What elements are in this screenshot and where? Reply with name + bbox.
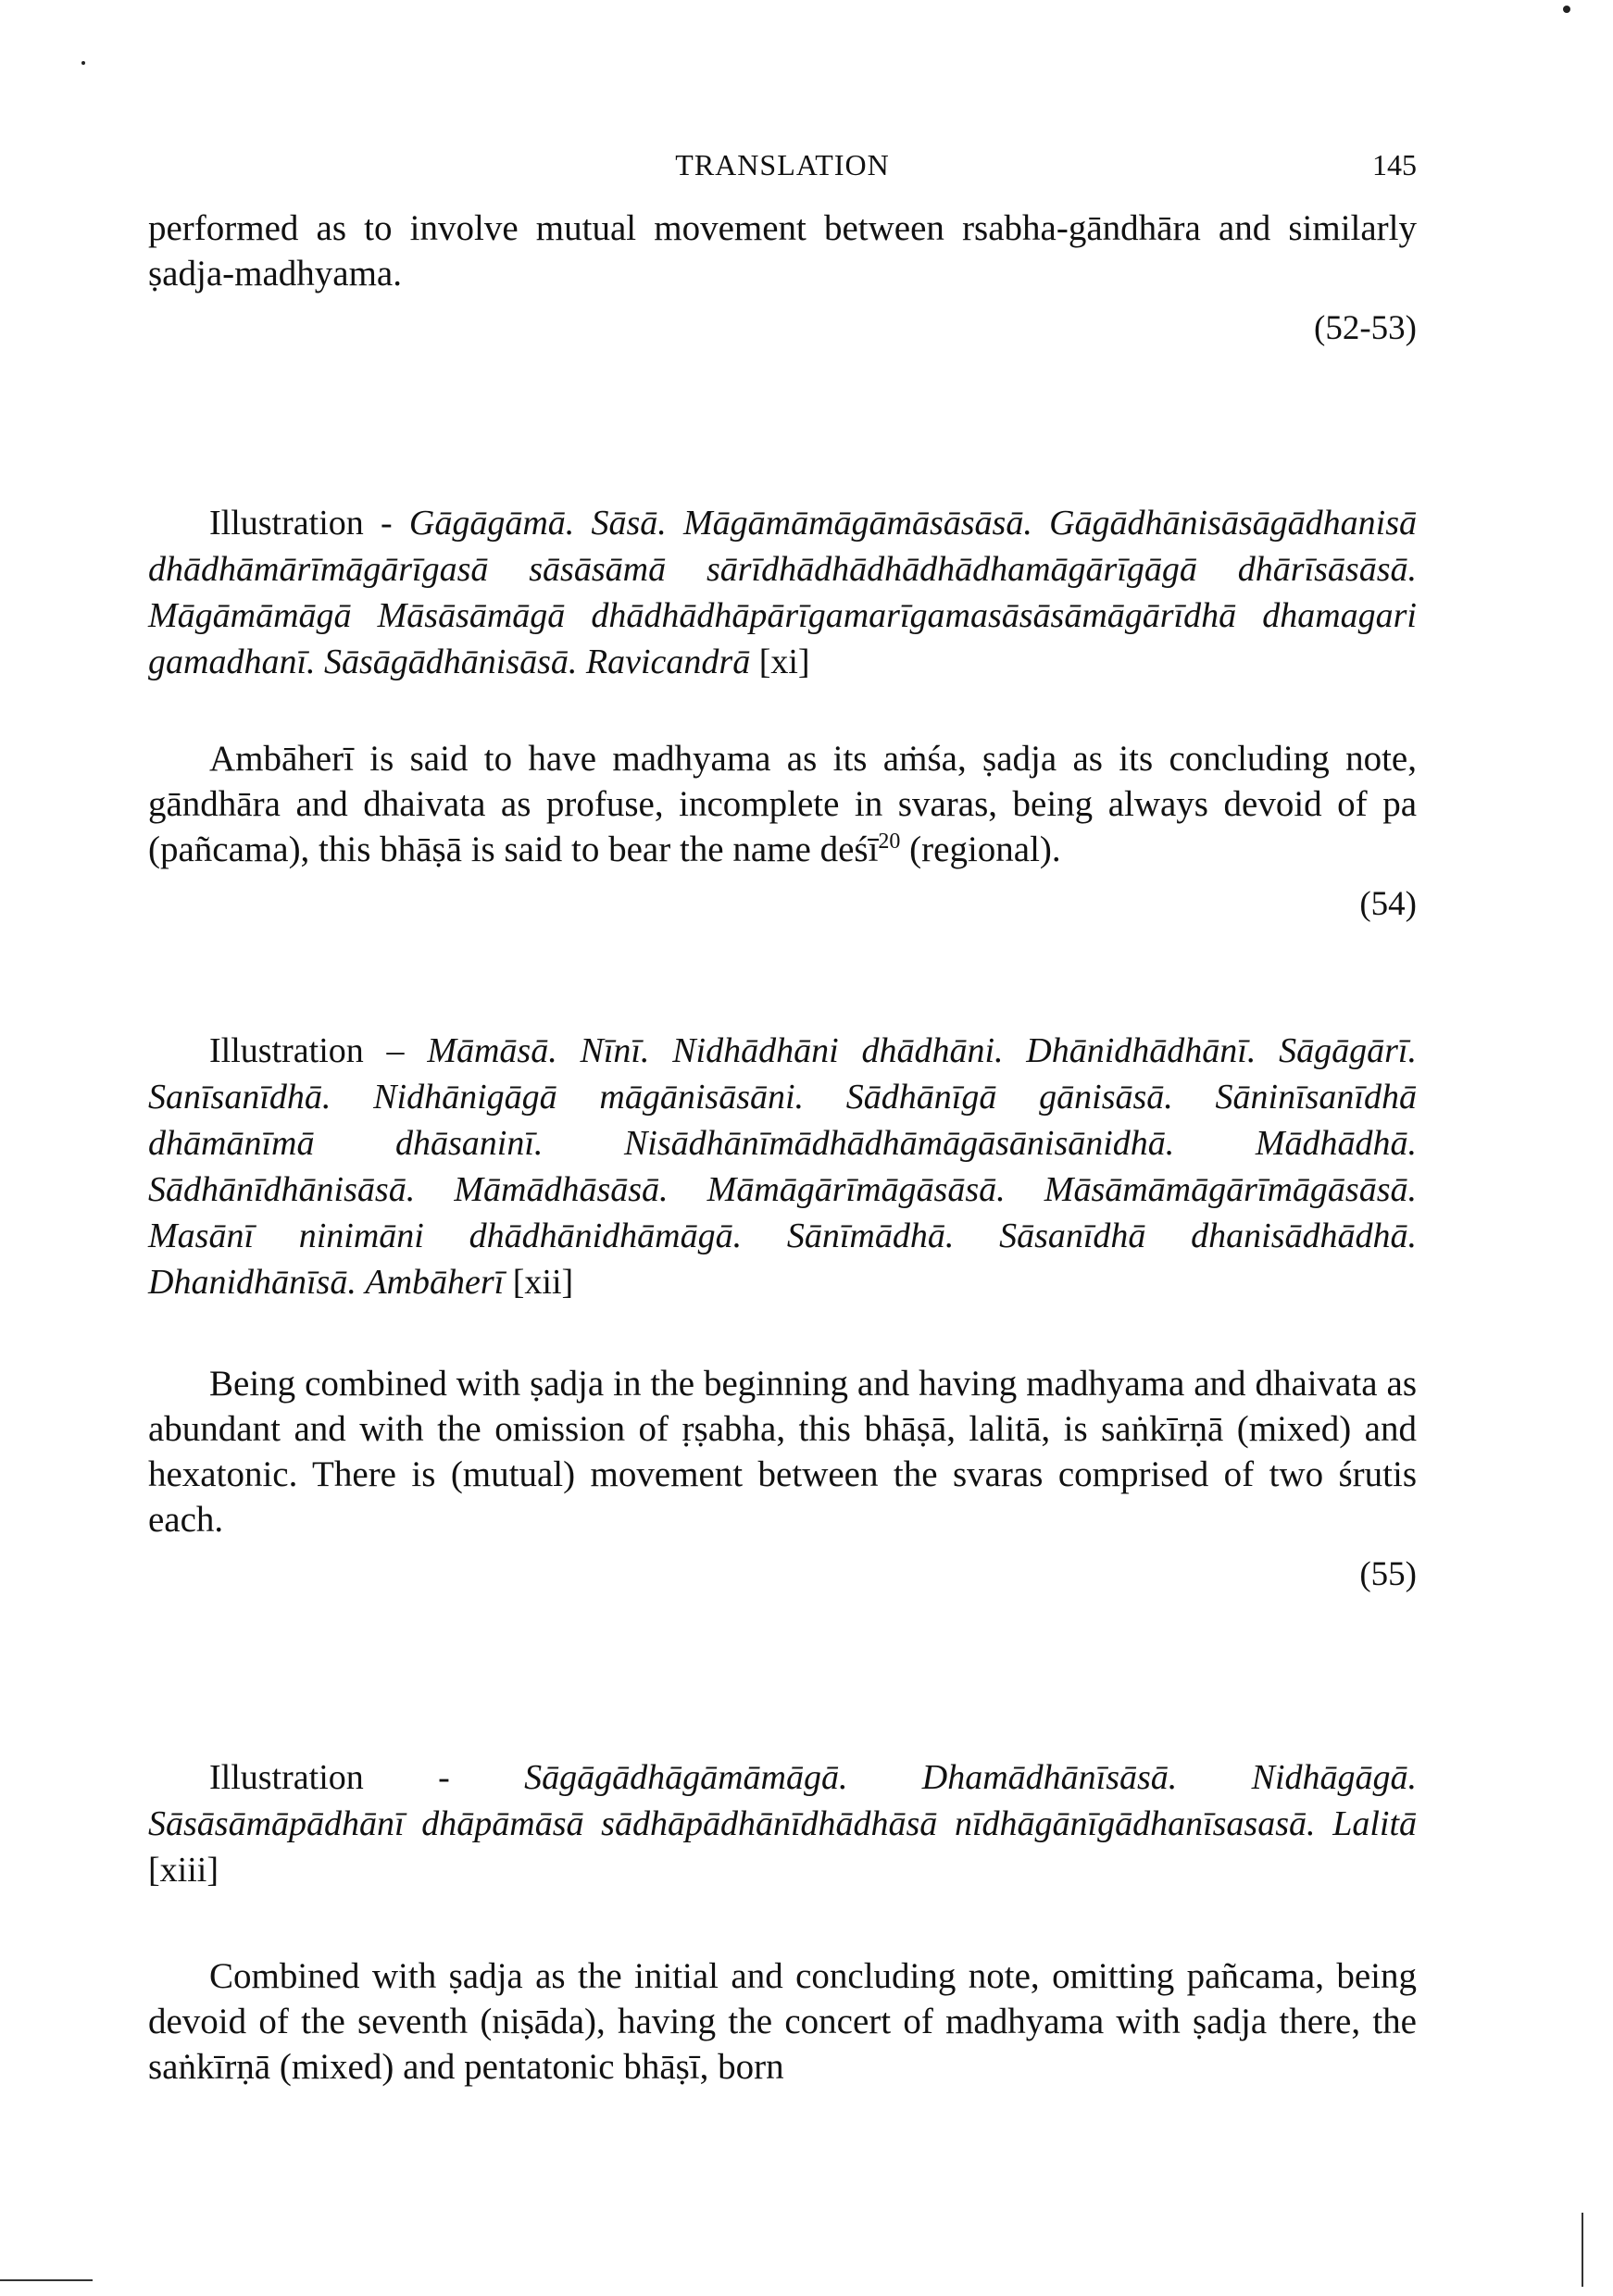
paragraph-55	[148, 1361, 1417, 1597]
illustration-notes: Māmāsā. Nīnī. Nidhādhāni dhādhāni. Dhānidhādhānī. Sāgāgārī. Sanīsanīdhā. Nidhānigāgā māgānisāsāni. Sādhānīgā gānisāsā. Sāninīsanīdhā dhāmānīmā dhāsaninī. Nisādhānīmādhādhāmāgāsānisānidhā. Mādhādhā. Sādhānīdhānisāsā. Māmādhāsāsā. Māmāgārīmāgāsāsā. Māsāmāmāgārīmāgāsāsā. Masānī ninimāni dhādhānidhāmāgā. Sānīmādhā. Sāsanīdhā dhanisādhādhā. Dhanidhānīsā.	[148, 1031, 1417, 1302]
illustration-source: Ambāherī	[365, 1263, 505, 1302]
illustration-xi	[148, 500, 1417, 685]
paragraph-text	[148, 736, 1417, 872]
paragraph-text: Being combined with ṣadja in the beginning and having madhyama and dhaivata as abundant and with the omission of ṛṣabha, this bhāṣā, lalitā, is saṅkīrṇā (mixed) and hexatonic. There is (mutual) movement between the svaras comprised of two śrutis each.	[148, 1364, 1417, 1540]
illustration-text	[148, 1028, 1417, 1305]
verse-reference: (54)	[1359, 885, 1417, 923]
illustration-notes: Sāgāgādhāgāmāmāgā. Dhamādhānīsāsā. Nidhāgāgā. Sāsāsāmāpādhānī dhāpāmāsā sādhāpādhānīdhādhāsā nīdhāgānīgādhanīsasasā.	[148, 1758, 1418, 1843]
illustration-number: [xi]	[758, 643, 810, 681]
scan-speck	[1563, 6, 1570, 13]
paragraph-text: performed as to involve mutual movement between rsabha-gāndhāra and similarly ṣadja-madhyama.	[148, 208, 1417, 293]
running-title: TRANSLATION	[675, 148, 890, 181]
paragraph-text: Combined with ṣadja as the initial and concluding note, omitting pañcama, being devoid of the seventh (niṣāda), having the concert of madhyama with ṣadja there, the saṅkīrṇā (mixed) and pentatonic bhāṣī, born	[148, 1956, 1417, 2087]
paragraph-tail: (regional).	[909, 830, 1061, 869]
scan-speck	[81, 61, 85, 65]
scan-edge-line	[0, 2279, 93, 2281]
illustration-number: [xii]	[512, 1263, 574, 1302]
illustration-text	[148, 1754, 1417, 1893]
illustration-source: Lalitā	[1332, 1804, 1418, 1843]
illustration-source: Ravicandrā	[585, 643, 751, 681]
page-number: 145	[1372, 148, 1417, 181]
illustration-number: [xiii]	[148, 1851, 219, 1890]
illustration-notes: Gāgāgāmā. Sāsā. Māgāmāmāgāmāsāsāsā. Gāgādhānisāsāgādhanisā dhādhāmārīmāgārīgasā sāsāsāmā sārīdhādhādhādhādhamāgārīgāgā dhārīsāsāsā. Māgāmāmāgā Māsāsāmāgā dhādhādhāpārīgamarīgamasāsāsāmāgārīdhā dhamagari gamadhanī. Sāsāgādhānisāsā.	[148, 504, 1417, 681]
illustration-label: Illustration -	[209, 504, 393, 543]
paragraph-56	[148, 1953, 1417, 2090]
footnote-marker: 20	[878, 830, 901, 854]
running-header	[148, 148, 1417, 189]
paragraph-body: Ambāherī is said to have madhyama as its aṁśa, ṣadja as its concluding note, gāndhāra and dhaivata as profuse, incomplete in svaras, being always devoid of pa (pañcama), this bhāṣā is said to bear the name deśī	[148, 739, 1417, 869]
illustration-text	[148, 500, 1417, 685]
illustration-xii	[148, 1028, 1417, 1305]
verse-reference: (55)	[1359, 1555, 1417, 1593]
scan-edge-line	[1582, 2213, 1583, 2287]
paragraph-52-53	[148, 206, 1417, 351]
verse-reference: (52-53)	[1314, 309, 1417, 347]
illustration-xiii	[148, 1754, 1417, 1893]
illustration-label: Illustration –	[209, 1031, 405, 1070]
illustration-label: Illustration -	[209, 1758, 450, 1797]
paragraph-54	[148, 736, 1417, 927]
